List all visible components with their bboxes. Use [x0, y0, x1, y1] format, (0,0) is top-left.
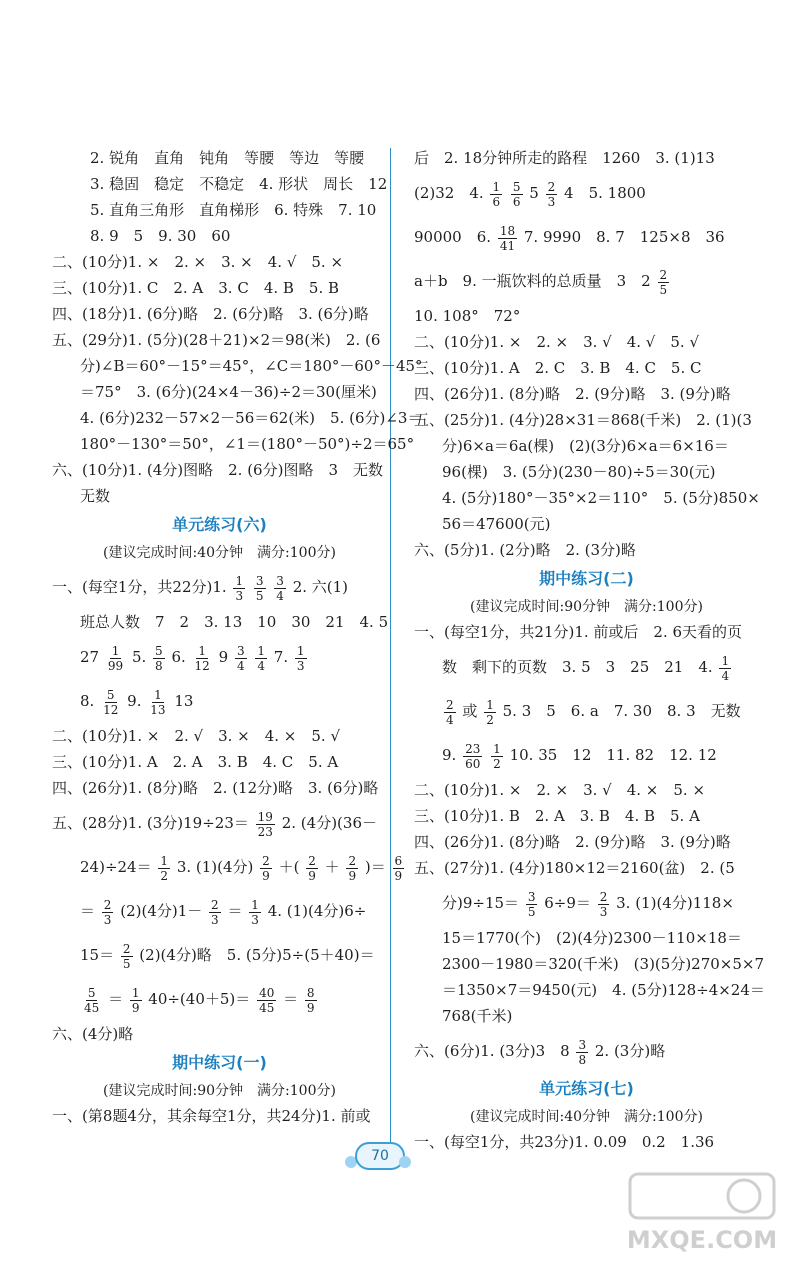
text-line: ＝ $\frac{2}{3}$ (2)(4分)1－ $\frac{2}{3}$ ＝ $\frac{1}{3}$ 4. (1)(4分)6÷ [80, 897, 367, 927]
text-line: 数 剩下的页数 3. 5 3 25 21 4. $\frac{1}{4}$ [442, 653, 730, 683]
text-line: 一、(每空1分，共21分)1. 前或后 2. 6天看的页 [414, 623, 743, 641]
fraction: $\frac{3}{8}$ [578, 1037, 587, 1067]
text-line: 二、(10分)1. × 2. √ 3. × 4. × 5. √ [52, 727, 341, 745]
fraction: $\frac{2}{3}$ [103, 897, 112, 927]
text-line: 后 2. 18分钟所走的路程 1260 3. (1)13 [414, 149, 715, 167]
text-line: 分)∠B＝60°－15°＝45°，∠C＝180°－60°－45° [80, 357, 423, 375]
text-line: 六、(6分)1. (3分)3 8 $\frac{3}{8}$ 2. (3分)略 [414, 1037, 666, 1067]
text-line: 三、(10分)1. C 2. A 3. C 4. B 5. B [52, 279, 340, 297]
fraction: $\frac{5}{45}$ [84, 985, 100, 1015]
fraction: $\frac{1}{13}$ [150, 687, 166, 717]
text-line: 180°－130°＝50°，∠1＝(180°－50°)÷2＝65° [80, 435, 415, 453]
fraction: $\frac{1}{3}$ [251, 897, 259, 927]
text-line: $\frac{5}{45}$ ＝ $\frac{1}{9}$ 40÷(40＋5)＝ $\frac{40}{45}$ ＝ $\frac{8}{9}$ [84, 985, 315, 1015]
left-column [52, 145, 423, 1129]
fraction: $\frac{1}{2}$ [493, 741, 501, 771]
fraction: $\frac{2}{5}$ [122, 941, 131, 971]
text-line: 10. 108° 72° [414, 307, 521, 325]
text-line: ＝1350×7＝9450(元) 4. (5分)128÷4×24＝ [442, 981, 765, 999]
section-subtitle: (建议完成时间:40分钟 满分:100分) [470, 1109, 703, 1125]
text-line: a＋b 9. 一瓶饮料的总质量 3 2 $\frac{2}{5}$ [414, 267, 668, 297]
watermark-logo [612, 1168, 792, 1258]
fraction: $\frac{2}{9}$ [262, 853, 270, 883]
page-number-badge [345, 1140, 411, 1168]
text-line: 班总人数 7 2 3. 13 10 30 21 4. 5 [80, 613, 389, 631]
text-line: 8. $\frac{5}{12}$ 9. $\frac{1}{13}$ 13 [80, 687, 194, 717]
fraction: $\frac{2}{4}$ [446, 697, 454, 727]
fraction: $\frac{8}{9}$ [306, 985, 315, 1015]
text-line: 一、(第8题4分，其余每空1分，共24分)1. 前或 [52, 1107, 371, 1125]
text-line: 15＝1770(个) (2)(4分)2300－110×18＝ [442, 929, 742, 947]
fraction: $\frac{2}{3}$ [211, 897, 219, 927]
text-line: 2. 锐角 直角 钝角 等腰 等边 等腰 [90, 149, 365, 167]
text-line: ＝75° 3. (6分)(24×4－36)÷2＝30(厘米) [80, 383, 377, 401]
column-divider [390, 148, 391, 1143]
text-line: 9. $\frac{23}{60}$ $\frac{1}{2}$ 10. 35 12 11. 82 12. 12 [442, 741, 717, 771]
fraction: $\frac{2}{3}$ [547, 179, 556, 209]
text-line: 一、(每空1分，共22分)1. $\frac{1}{3}$ $\frac{3}{5}$ $\frac{3}{4}$ 2. 六(1) [52, 573, 349, 603]
fraction: $\frac{6}{9}$ [394, 853, 403, 883]
text-line: 分)6×a＝6a(棵) (2)(3分)6×a＝6×16＝ [442, 437, 729, 455]
text-line: 3. 稳固 稳定 不稳定 4. 形状 周长 12 [90, 175, 388, 193]
fraction: $\frac{2}{5}$ [659, 267, 668, 297]
fraction: $\frac{2}{9}$ [308, 853, 316, 883]
section-heading: 单元练习(六) [172, 515, 267, 534]
text-line: 四、(26分)1. (8分)略 2. (9分)略 3. (9分)略 [414, 833, 731, 851]
text-line: 五、(28分)1. (3分)19÷23＝ $\frac{19}{23}$ 2. (4分)(36－ [52, 809, 377, 839]
text-line: 二、(10分)1. × 2. × 3. √ 4. × 5. × [414, 781, 706, 799]
text-line: 2300－1980＝320(千米) (3)(5分)270×5×7 [442, 955, 765, 973]
fraction: $\frac{5}{8}$ [155, 643, 163, 673]
section-heading: 期中练习(二) [539, 569, 634, 588]
text-line: 8. 9 5 9. 30 60 [90, 227, 231, 245]
fraction: $\frac{1}{99}$ [107, 643, 124, 673]
fraction: $\frac{3}{5}$ [527, 889, 536, 919]
section-subtitle: (建议完成时间:90分钟 满分:100分) [103, 1083, 336, 1099]
text-line: 六、(10分)1. (4分)图略 2. (6分)图略 3 无数 [52, 461, 383, 479]
text-line: 四、(26分)1. (8分)略 2. (9分)略 3. (9分)略 [414, 385, 731, 403]
watermark-text: MXQE.COM [626, 1226, 778, 1254]
text-line: 六、(5分)1. (2分)略 2. (3分)略 [414, 541, 636, 559]
text-line: 15＝ $\frac{2}{5}$ (2)(4分)略 5. (5分)5÷(5＋40)＝ [80, 941, 375, 971]
text-line: 三、(10分)1. A 2. A 3. B 4. C 5. A [52, 753, 339, 771]
fraction: $\frac{1}{6}$ [492, 179, 501, 209]
text-line: 四、(26分)1. (8分)略 2. (12分)略 3. (6分)略 [52, 779, 379, 797]
fraction: $\frac{1}{4}$ [257, 643, 265, 673]
fraction: $\frac{5}{6}$ [512, 179, 521, 209]
text-line: 二、(10分)1. × 2. × 3. √ 4. √ 5. √ [414, 333, 700, 351]
text-line: 96(棵) 3. (5分)(230－80)÷5＝30(元) [442, 463, 716, 481]
text-line: 27 $\frac{1}{99}$ 5. $\frac{5}{8}$ 6. $\frac{1}{12}$ 9 $\frac{3}{4}$ $\frac{1}{4}$ 7. $\frac{1}{3}$ [80, 643, 305, 673]
text-line: 四、(18分)1. (6分)略 2. (6分)略 3. (6分)略 [52, 305, 369, 323]
text-line: 分)9÷15＝ $\frac{3}{5}$ 6÷9＝ $\frac{2}{3}$ 3. (1)(4分)118× [442, 889, 734, 919]
text-line: (2)32 4. $\frac{1}{6}$ $\frac{5}{6}$ 5 $\frac{2}{3}$ 4 5. 1800 [414, 179, 646, 209]
right-column [414, 145, 765, 1155]
fraction: $\frac{3}{4}$ [236, 643, 245, 673]
text-line: 4. (5分)180°－35°×2＝110° 5. (5分)850× [442, 489, 760, 507]
text-line: 56＝47600(元) [442, 515, 551, 533]
fraction: $\frac{1}{2}$ [160, 853, 169, 883]
fraction: $\frac{2}{3}$ [599, 889, 608, 919]
text-line: 五、(25分)1. (4分)28×31＝868(千米) 2. (1)(3 [414, 411, 752, 429]
watermark-icon [612, 1168, 792, 1258]
fraction: $\frac{2}{9}$ [348, 853, 357, 883]
text-line: 二、(10分)1. × 2. × 3. × 4. √ 5. × [52, 253, 344, 271]
section-heading: 期中练习(一) [172, 1053, 267, 1072]
section-heading: 单元练习(七) [539, 1079, 634, 1098]
text-line: 无数 [80, 487, 111, 505]
fraction: $\frac{40}{45}$ [259, 985, 275, 1015]
fraction: $\frac{1}{3}$ [235, 573, 244, 603]
fraction: $\frac{1}{9}$ [131, 985, 140, 1015]
text-line: 90000 6. $\frac{18}{41}$ 7. 9990 8. 7 125×8 36 [414, 223, 725, 253]
text-line: 六、(4分)略 [52, 1025, 134, 1043]
page-number: 70 [355, 1142, 405, 1170]
fraction: $\frac{3}{5}$ [255, 573, 264, 603]
section-subtitle: (建议完成时间:40分钟 满分:100分) [103, 545, 336, 561]
fraction: $\frac{3}{4}$ [276, 573, 284, 603]
text-line: 4. (6分)232－57×2－56＝62(米) 5. (6分)∠3＝ [80, 409, 423, 427]
fraction: $\frac{1}{12}$ [194, 643, 210, 673]
fraction: $\frac{5}{12}$ [103, 687, 119, 717]
text-line: $\frac{2}{4}$ 或 $\frac{1}{2}$ 5. 3 5 6. a 7. 30 8. 3 无数 [446, 697, 741, 727]
text-line: 五、(27分)1. (4分)180×12＝2160(盆) 2. (5 [414, 859, 735, 877]
text-line: 768(千米) [442, 1007, 513, 1025]
text-line: 三、(10分)1. A 2. C 3. B 4. C 5. C [414, 359, 702, 377]
fraction: $\frac{1}{3}$ [296, 643, 305, 673]
text-line: 三、(10分)1. B 2. A 3. B 4. B 5. A [414, 807, 700, 825]
fraction: $\frac{1}{4}$ [721, 653, 730, 683]
fraction: $\frac{19}{23}$ [257, 809, 273, 839]
fraction: $\frac{18}{41}$ [499, 223, 516, 253]
decorative-dot [399, 1156, 411, 1168]
fraction: $\frac{1}{2}$ [486, 697, 494, 727]
text-line: 一、(每空1分，共23分)1. 0.09 0.2 1.36 [414, 1133, 715, 1151]
section-subtitle: (建议完成时间:90分钟 满分:100分) [470, 599, 703, 615]
fraction: $\frac{23}{60}$ [465, 741, 481, 771]
text-line: 五、(29分)1. (5分)(28＋21)×2＝98(米) 2. (6 [52, 331, 381, 349]
text-line: 24)÷24＝ $\frac{1}{2}$ 3. (1)(4分) $\frac{2}{9}$ ＋( $\frac{2}{9}$ ＋ $\frac{2}{9}$ )＝ $\frac{6}{9}$ [80, 853, 403, 883]
text-line: 5. 直角三角形 直角梯形 6. 特殊 7. 10 [90, 201, 377, 219]
